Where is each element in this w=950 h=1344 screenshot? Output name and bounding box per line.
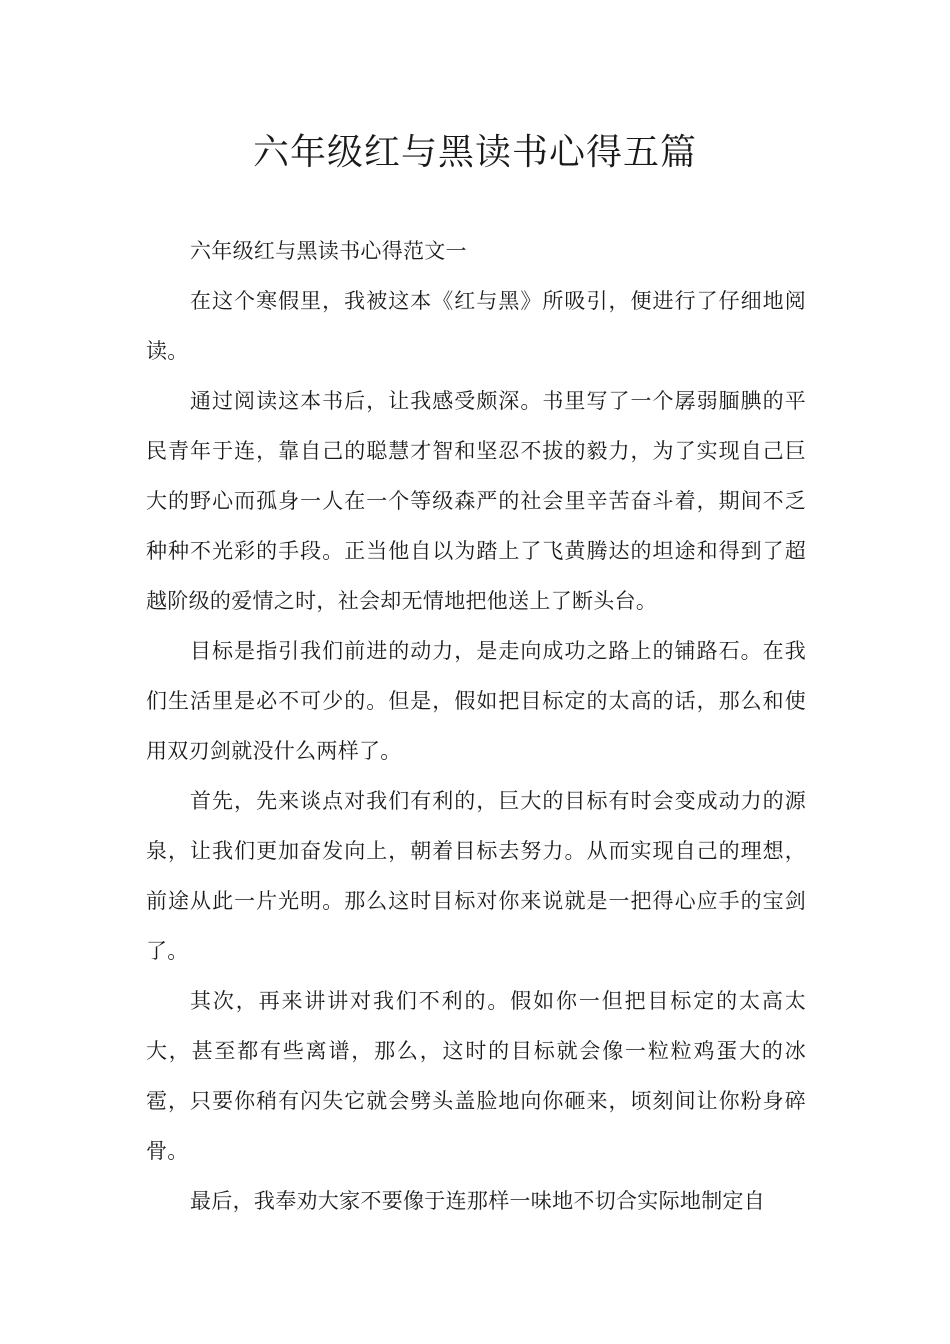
paragraph: 在这个寒假里，我被这本《红与黑》所吸引，便进行了仔细地阅读。	[146, 289, 806, 363]
paragraph: 其次，再来讲讲对我们不利的。假如你一但把目标定的太高太大，甚至都有些离谱，那么，这时的目标就会像一粒粒鸡蛋大的冰雹，只要你稍有闪失它就会劈头盖脸地向你砸来，顷刻间让你粉身碎骨。	[146, 989, 806, 1163]
paragraph: 最后，我奉劝大家不要像于连那样一味地不切合实际地制定自	[190, 1189, 766, 1213]
section-heading: 六年级红与黑读书心得范文一	[190, 239, 467, 263]
document-title: 六年级红与黑读书心得五篇	[252, 132, 697, 173]
document-body	[146, 226, 806, 1226]
paragraph: 目标是指引我们前进的动力，是走向成功之路上的铺路石。在我们生活里是必不可少的。但是，假如把目标定的太高的话，那么和使用双刃剑就没什么两样了。	[146, 639, 806, 763]
paragraph: 首先，先来谈点对我们有利的，巨大的目标有时会变成动力的源泉，让我们更加奋发向上，朝着目标去努力。从而实现自己的理想，前途从此一片光明。那么这时目标对你来说就是一把得心应手的宝剑了。	[146, 789, 806, 963]
paragraph: 通过阅读这本书后，让我感受颇深。书里写了一个孱弱腼腆的平民青年于连，靠自己的聪慧才智和坚忍不拔的毅力，为了实现自己巨大的野心而孤身一人在一个等级森严的社会里辛苦奋斗着，期间不乏种种不光彩的手段。正当他自以为踏上了飞黄腾达的坦途和得到了超越阶级的爱情之时，社会却无情地把他送上了断头台。	[146, 389, 806, 613]
